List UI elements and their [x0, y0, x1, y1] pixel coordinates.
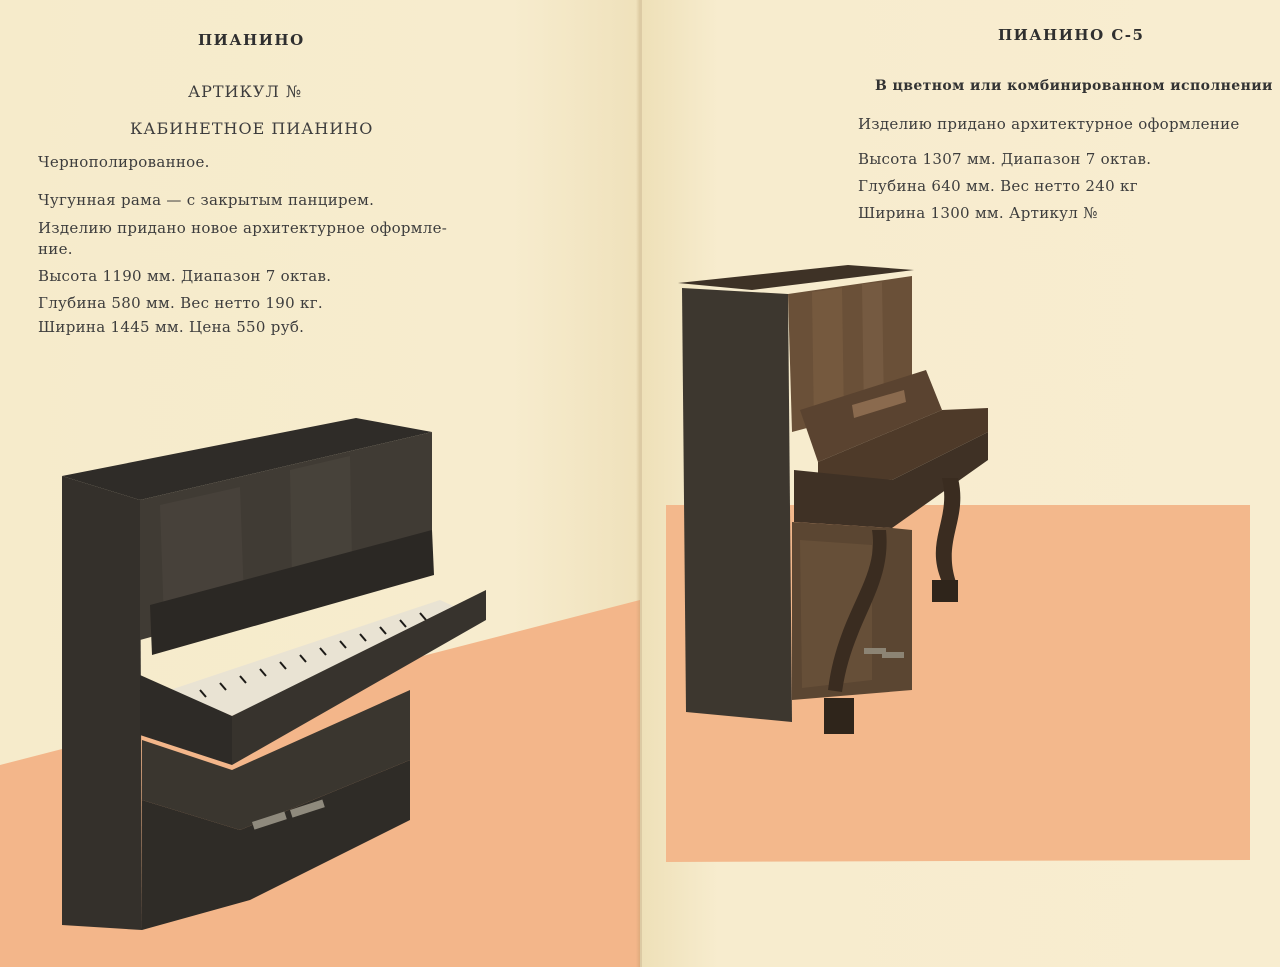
left-model-name: КАБИНЕТНОЕ ПИАНИНО [130, 119, 374, 138]
right-subtitle: В цветном или комбинированном исполнении [875, 78, 1273, 94]
left-spec-line: Глубина 580 мм. Вес нетто 190 кг. [38, 294, 323, 312]
right-spec-line: Ширина 1300 мм. Артикул № [858, 204, 1098, 222]
right-spec-line: Глубина 640 мм. Вес нетто 240 кг [858, 177, 1138, 195]
left-spec-line: ние. [38, 240, 73, 258]
right-page-title: ПИАНИНО С-5 [998, 26, 1145, 44]
left-finish: Чернополированное. [38, 153, 210, 171]
right-spec-line: Высота 1307 мм. Диапазон 7 октав. [858, 150, 1152, 168]
left-spec-line: Высота 1190 мм. Диапазон 7 октав. [38, 267, 332, 285]
left-page-title: ПИАНИНО [198, 31, 305, 49]
left-article-number: АРТИКУЛ № [188, 82, 303, 101]
right-piano-illustration [642, 0, 1280, 967]
right-page [642, 0, 1280, 967]
left-spec-line: Изделию придано новое архитектурное оформле- [38, 219, 448, 237]
left-spec-line: Чугунная рама — с закрытым панцирем. [38, 191, 375, 209]
right-spec-line: Изделию придано архитектурное оформление [858, 115, 1240, 133]
left-spec-line: Ширина 1445 мм. Цена 550 руб. [38, 318, 305, 336]
